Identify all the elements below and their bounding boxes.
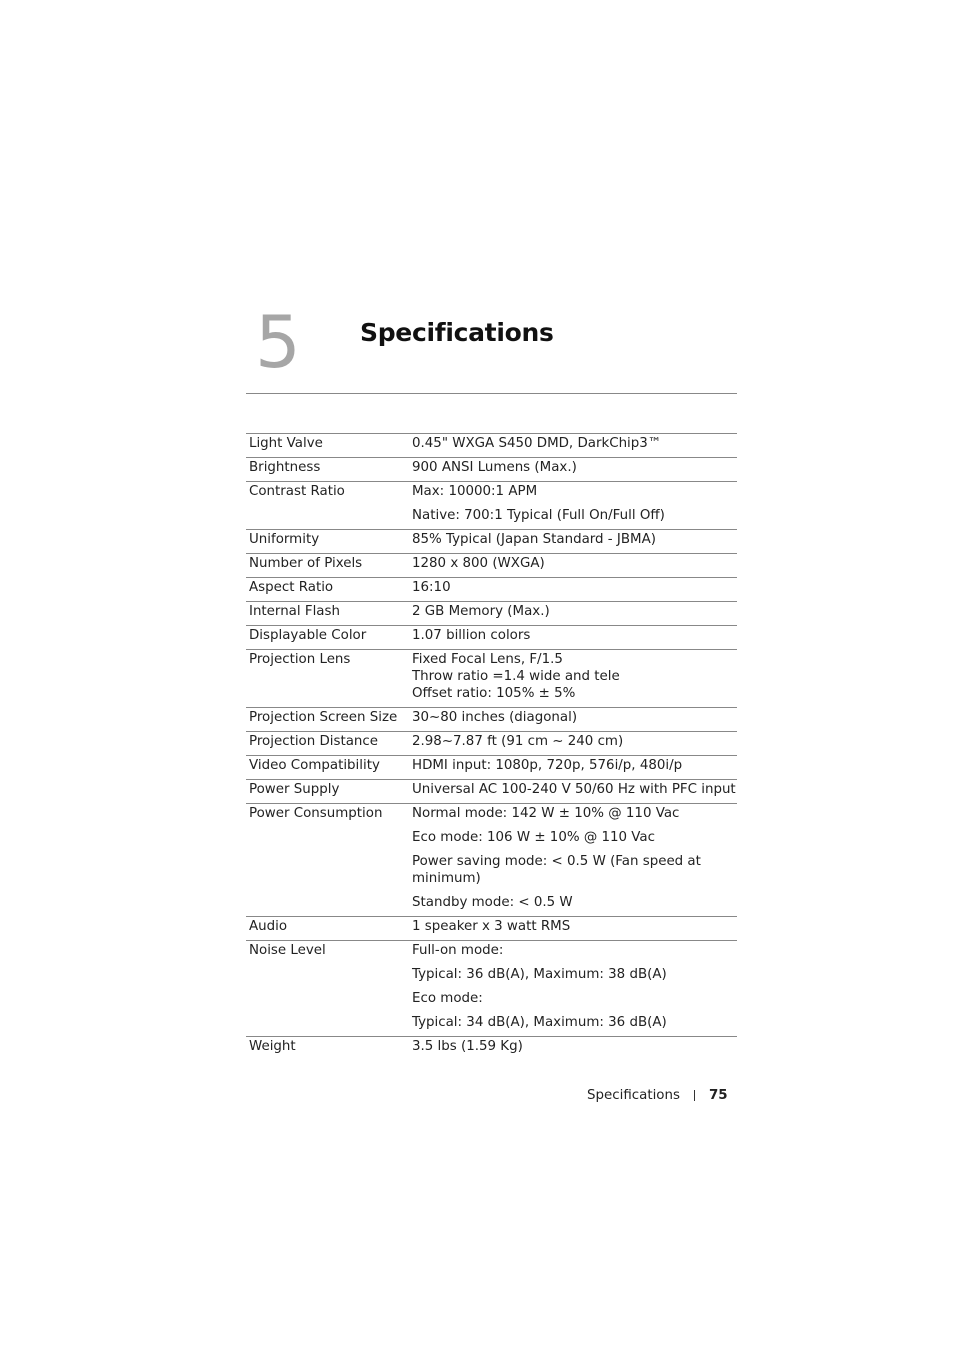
spec-label: Power Supply — [249, 782, 340, 797]
spec-label: Internal Flash — [249, 604, 340, 619]
spec-value-line: 0.45" WXGA S450 DMD, DarkChip3™ — [412, 436, 662, 451]
spec-value-line: Throw ratio =1.4 wide and tele — [412, 669, 620, 684]
spec-label: Power Consumption — [249, 806, 383, 821]
spec-value — [409, 732, 737, 756]
spec-value — [409, 804, 737, 828]
spec-value-line: 85% Typical (Japan Standard - JBMA) — [412, 532, 656, 547]
spec-value — [409, 892, 737, 917]
table-row — [246, 1012, 737, 1037]
spec-label: Projection Screen Size — [249, 710, 398, 725]
spec-value-line: 900 ANSI Lumens (Max.) — [412, 460, 577, 475]
spec-row-group — [246, 602, 737, 626]
spec-label — [246, 964, 409, 988]
spec-label: Weight — [249, 1039, 296, 1054]
spec-value-line: 30~80 inches (diagonal) — [412, 710, 578, 725]
footer-section-title: Specifications — [587, 1088, 680, 1103]
spec-value-line: 2.98~7.87 ft (91 cm ~ 240 cm) — [412, 734, 624, 749]
spec-value-line: Full-on mode: — [412, 943, 504, 958]
spec-value — [409, 1037, 737, 1061]
spec-label — [246, 505, 409, 530]
spec-label — [246, 892, 409, 917]
spec-label: Number of Pixels — [249, 556, 363, 571]
spec-value-line: Typical: 36 dB(A), Maximum: 38 dB(A) — [412, 967, 667, 982]
spec-value — [409, 780, 737, 804]
spec-value — [409, 756, 737, 780]
spec-value-line: Max: 10000:1 APM — [412, 484, 538, 499]
spec-label: Light Valve — [249, 436, 323, 451]
table-row — [246, 458, 737, 482]
spec-value-line: Offset ratio: 105% ± 5% — [412, 686, 576, 701]
spec-label: Contrast Ratio — [249, 484, 345, 499]
spec-value — [409, 917, 737, 941]
page-footer — [587, 1088, 728, 1103]
spec-value-line: Standby mode: < 0.5 W — [412, 895, 573, 910]
table-row — [246, 964, 737, 988]
table-row — [246, 851, 737, 892]
spec-value — [409, 434, 737, 458]
spec-label: Projection Lens — [249, 652, 351, 667]
table-row — [246, 505, 737, 530]
spec-value-line: 1.07 billion colors — [412, 628, 531, 643]
spec-value-line: Universal AC 100-240 V 50/60 Hz with PFC input — [412, 782, 736, 797]
page-number: 75 — [708, 1088, 728, 1103]
spec-label: Video Compatibility — [249, 758, 380, 773]
spec-label: Projection Distance — [249, 734, 379, 749]
spec-label — [246, 827, 409, 851]
spec-value-line: 1280 x 800 (WXGA) — [412, 556, 545, 571]
spec-label: Displayable Color — [249, 628, 367, 643]
spec-row-group — [246, 482, 737, 530]
table-row — [246, 554, 737, 578]
spec-value — [409, 554, 737, 578]
spec-row-group — [246, 458, 737, 482]
table-row — [246, 708, 737, 732]
spec-row-group — [246, 917, 737, 941]
table-row — [246, 1037, 737, 1061]
table-row — [246, 941, 737, 965]
table-row — [246, 917, 737, 941]
spec-row-group — [246, 732, 737, 756]
spec-value-line: Normal mode: 142 W ± 10% @ 110 Vac — [412, 806, 680, 821]
spec-row-group — [246, 626, 737, 650]
table-row — [246, 602, 737, 626]
spec-value-line: minimum) — [412, 871, 481, 886]
spec-value — [409, 626, 737, 650]
table-row — [246, 756, 737, 780]
spec-value-line: Eco mode: 106 W ± 10% @ 110 Vac — [412, 830, 655, 845]
spec-row-group — [246, 804, 737, 917]
spec-value-line: Typical: 34 dB(A), Maximum: 36 dB(A) — [412, 1015, 667, 1030]
spec-label — [246, 1012, 409, 1037]
spec-value — [409, 827, 737, 851]
spec-value — [409, 578, 737, 602]
spec-label — [246, 851, 409, 892]
table-row — [246, 650, 737, 708]
spec-value-line: 16:10 — [412, 580, 451, 595]
spec-row-group — [246, 1037, 737, 1061]
chapter-number: 5 — [255, 300, 299, 384]
spec-value — [409, 602, 737, 626]
spec-row-group — [246, 650, 737, 708]
spec-value — [409, 505, 737, 530]
spec-value — [409, 650, 737, 708]
table-row — [246, 578, 737, 602]
table-row — [246, 892, 737, 917]
table-row — [246, 732, 737, 756]
spec-row-group — [246, 941, 737, 1037]
spec-value-line: Eco mode: — [412, 991, 483, 1006]
chapter-title: Specifications — [360, 318, 554, 347]
footer-separator — [694, 1090, 695, 1101]
spec-label: Uniformity — [249, 532, 320, 547]
spec-row-group — [246, 554, 737, 578]
table-row — [246, 804, 737, 828]
table-row — [246, 434, 737, 458]
spec-value-line: 2 GB Memory (Max.) — [412, 604, 550, 619]
spec-value-line: Power saving mode: < 0.5 W (Fan speed at — [412, 854, 701, 869]
table-row — [246, 780, 737, 804]
spec-row-group — [246, 708, 737, 732]
spec-row-group — [246, 578, 737, 602]
spec-value — [409, 851, 737, 892]
spec-label: Noise Level — [249, 943, 326, 958]
spec-row-group — [246, 434, 737, 458]
spec-value-line: Fixed Focal Lens, F/1.5 — [412, 652, 563, 667]
table-row — [246, 626, 737, 650]
spec-value-line: 1 speaker x 3 watt RMS — [412, 919, 571, 934]
table-row — [246, 530, 737, 554]
spec-value-line: Native: 700:1 Typical (Full On/Full Off) — [412, 508, 665, 523]
spec-label: Audio — [249, 919, 288, 934]
spec-row-group — [246, 530, 737, 554]
spec-value-line: HDMI input: 1080p, 720p, 576i/p, 480i/p — [412, 758, 683, 773]
spec-value — [409, 482, 737, 506]
specifications-table — [246, 433, 737, 1060]
spec-value — [409, 530, 737, 554]
spec-value — [409, 988, 737, 1012]
spec-value — [409, 964, 737, 988]
spec-label — [246, 988, 409, 1012]
spec-value — [409, 1012, 737, 1037]
spec-value — [409, 941, 737, 965]
chapter-divider — [246, 393, 737, 394]
table-row — [246, 988, 737, 1012]
spec-label: Aspect Ratio — [249, 580, 334, 595]
spec-value — [409, 708, 737, 732]
spec-value — [409, 458, 737, 482]
spec-label: Brightness — [249, 460, 321, 475]
table-row — [246, 827, 737, 851]
spec-row-group — [246, 780, 737, 804]
table-row — [246, 482, 737, 506]
spec-value-line: 3.5 lbs (1.59 Kg) — [412, 1039, 523, 1054]
spec-row-group — [246, 756, 737, 780]
